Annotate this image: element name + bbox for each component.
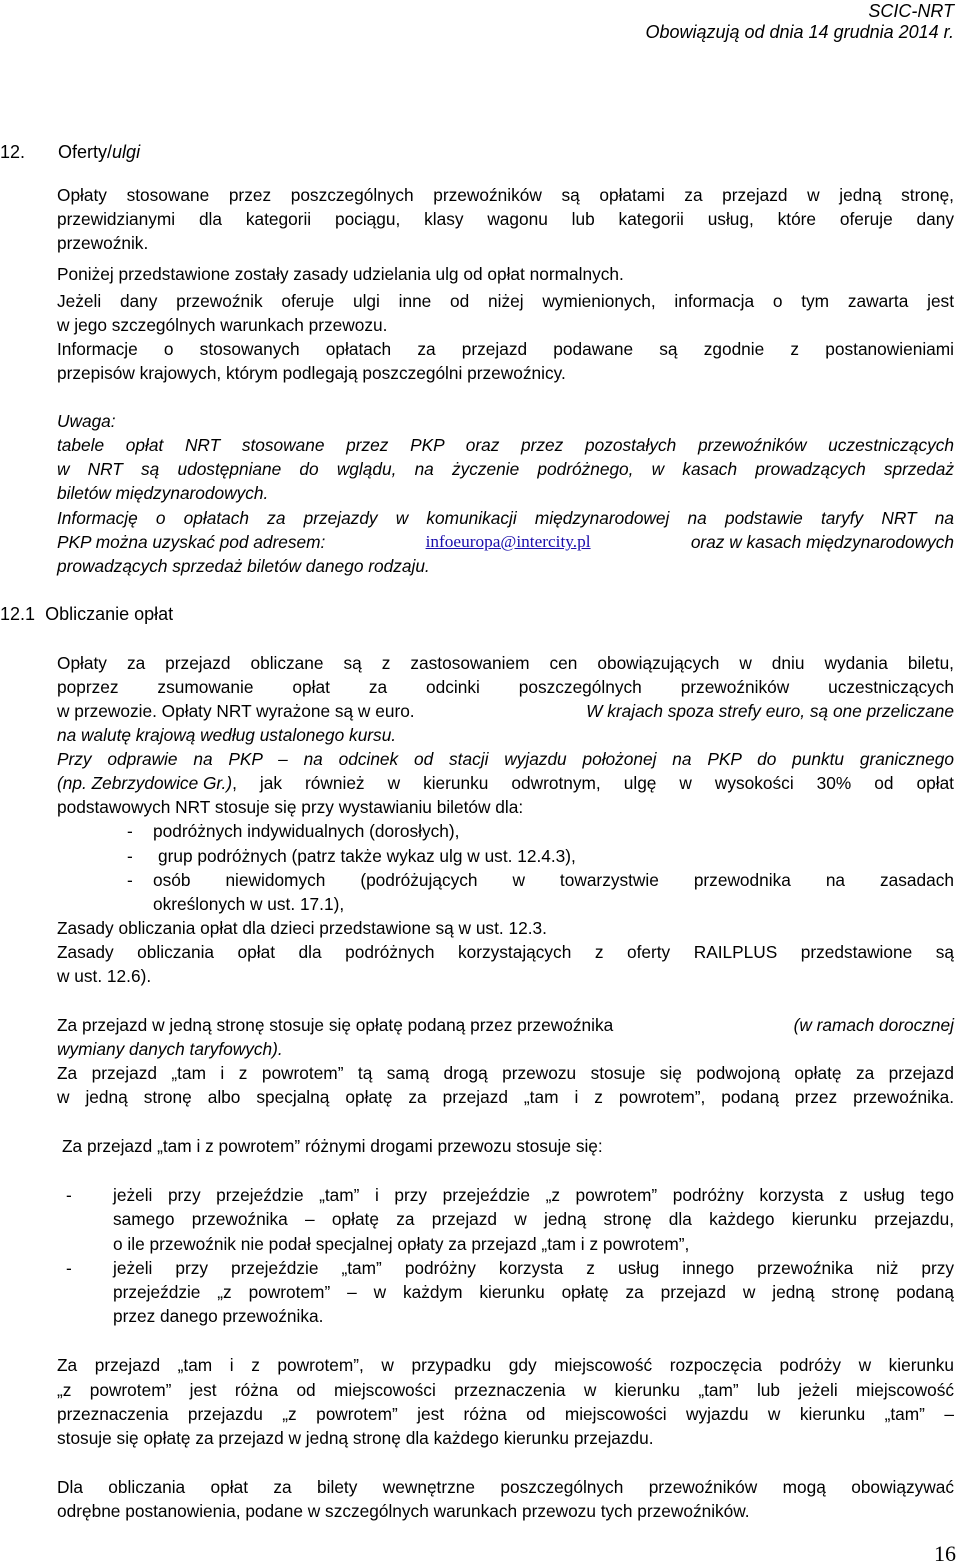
- note-contact-line: [57, 531, 954, 553]
- bullet-dash: -: [127, 846, 133, 866]
- section-heading: [0, 141, 140, 163]
- intro-line: w jego szczególnych warunkach przewozu.: [57, 315, 388, 335]
- calc-line-italic: (np. Zebrzydowice Gr.): [57, 773, 233, 793]
- note-line: tabele opłat NRT stosowane przez PKP oraz przez pozostałych przewoźników uczestniczących: [57, 435, 954, 455]
- section-title-italic: ulgi: [112, 142, 141, 162]
- domestic-line: odrębne postanowienia, podane w szczególnych warunkach przewozu tych przewoźników.: [57, 1501, 750, 1521]
- calc-line-regular: , jak również w kierunku odwrotnym, ulgę w wysokości 30% od opłat: [232, 773, 954, 793]
- intro-line: Poniżej przedstawione zostały zasady udzielania ulg od opłat normalnych.: [57, 264, 624, 284]
- intro-line: przepisów krajowych, którym podlegają poszczególni przewoźnicy.: [57, 363, 566, 383]
- places-line: Za przejazd „tam i z powrotem”, w przypadku gdy miejscowość rozpoczęcia podróży w kierunku: [57, 1355, 954, 1375]
- calc-line: Zasady obliczania opłat dla dzieci przedstawione są w ust. 12.3.: [57, 918, 547, 938]
- return-bullet-line: przez danego przewoźnika.: [113, 1306, 324, 1326]
- calc-line: Opłaty za przejazd obliczane są z zastosowaniem cen obowiązujących w dniu wydania biletu,: [57, 653, 954, 673]
- calc-line-italic: W krajach spoza strefy euro, są one przeliczane: [586, 701, 954, 721]
- intro-line: Jeżeli dany przewoźnik oferuje ulgi inne od niżej wymienionych, informacja o tym zawarta jest: [57, 291, 954, 311]
- intro-line: przewidzianymi dla kategorii pociągu, klasy wagonu lub kategorii usług, które oferuje dany: [57, 209, 954, 229]
- calc-line: w ust. 12.6).: [57, 966, 152, 986]
- calc-line: [57, 700, 954, 722]
- places-line: stosuje się opłatę za przejazd w jedną stronę dla każdego kierunku przejazdu.: [57, 1428, 654, 1448]
- section-number: 12.: [0, 142, 26, 162]
- bullet-item: podróżnych indywidualnych (dorosłych),: [153, 821, 460, 841]
- bullet-item: grup podróżnych (patrz także wykaz ulg w ust. 12.4.3),: [158, 846, 576, 866]
- single-line: wymiany danych taryfowych).: [57, 1039, 283, 1059]
- header-effective-date: Obowiązują od dnia 14 grudnia 2014 r.: [645, 22, 954, 42]
- return-bullet-line: przejeździe „z powrotem” – w każdym kierunku opłatę za przejazd w jedną stronę podaną: [113, 1282, 954, 1302]
- header-doc-code: SCIC-NRT: [868, 1, 954, 21]
- subsection-number: 12.1: [0, 604, 36, 624]
- calc-line: poprzez zsumowanie opłat za odcinki poszczególnych przewoźników uczestniczących: [57, 677, 954, 697]
- bullet-dash: -: [127, 870, 133, 890]
- calc-line: [57, 772, 954, 794]
- bullet-item-cont: określonych w ust. 17.1),: [153, 894, 345, 914]
- note-contact-text-2: oraz w kasach międzynarodowych: [690, 532, 954, 552]
- calc-line: podstawowych NRT stosuje się przy wystawianiu biletów dla:: [57, 797, 524, 817]
- intro-line: Opłaty stosowane przez poszczególnych przewoźników są opłatami za przejazd w jedną stronę,: [57, 185, 954, 205]
- note-line: biletów międzynarodowych.: [57, 483, 269, 503]
- calc-line: na walutę krajową według ustalonego kursu.: [57, 725, 397, 745]
- intro-line: przewoźnik.: [57, 233, 149, 253]
- note-label: Uwaga:: [57, 411, 116, 431]
- subsection-heading: [0, 603, 173, 625]
- subsection-title: Obliczanie opłat: [45, 604, 174, 624]
- single-line: [57, 1014, 954, 1036]
- calc-line: Zasady obliczania opłat dla podróżnych korzystających z oferty RAILPLUS przedstawione są: [57, 942, 954, 962]
- note-line: prowadzących sprzedaż biletów danego rodzaju.: [57, 556, 430, 576]
- return-bullet-line: jeżeli przy przejeździe „tam” podróżny korzysta z usług innego przewoźnika niż przy: [113, 1258, 954, 1278]
- single-line: Za przejazd „tam i z powrotem” tą samą drogą przewozu stosuje się podwojoną opłatę za przejazd: [57, 1063, 954, 1083]
- bullet-dash: -: [127, 821, 133, 841]
- email-link[interactable]: infoeuropa@intercity.pl: [425, 532, 591, 551]
- single-line-regular: Za przejazd w jedną stronę stosuje się opłatę podaną przez przewoźnika: [57, 1015, 614, 1035]
- return-bullet-line: samego przewoźnika – opłatę za przejazd w jedną stronę dla każdego kierunku przejazdu,: [113, 1209, 954, 1229]
- bullet-item: osób niewidomych (podróżujących w towarzystwie przewodnika na zasadach: [153, 870, 954, 890]
- single-line: w jedną stronę albo specjalną opłatę za przejazd „tam i z powrotem”, podaną przez przewoźnika.: [57, 1087, 954, 1107]
- note-line: Informację o opłatach za przejazdy w komunikacji międzynarodowej na podstawie taryfy NRT na: [57, 508, 954, 528]
- page-number: 16: [934, 1541, 956, 1566]
- domestic-line: Dla obliczania opłat za bilety wewnętrzne poszczególnych przewoźników mogą obowiązywać: [57, 1477, 954, 1497]
- return-bullet-line: o ile przewoźnik nie podał specjalnej opłaty za przejazd „tam i z powrotem”,: [113, 1234, 690, 1254]
- bullet-dash: -: [66, 1258, 72, 1278]
- calc-line: Przy odprawie na PKP – na odcinek od stacji wyjazdu położonej na PKP do punktu granicznego: [57, 749, 954, 769]
- return-bullet-line: jeżeli przy przejeździe „tam” i przy przejeździe „z powrotem” podróżny korzysta z usług tego: [113, 1185, 954, 1205]
- return-intro: Za przejazd „tam i z powrotem” różnymi drogami przewozu stosuje się:: [62, 1136, 603, 1156]
- section-title: Oferty/: [58, 142, 113, 162]
- places-line: „z powrotem” jest różna od miejscowości przeznaczenia w kierunku „tam” lub jeżeli miejscowość: [57, 1380, 954, 1400]
- note-contact-text: PKP można uzyskać pod adresem:: [57, 532, 326, 552]
- places-line: przeznaczenia przejazdu „z powrotem” jest różna od miejscowości wyjazdu w kierunku „tam” –: [57, 1404, 954, 1424]
- note-line: w NRT są udostępniane do wglądu, na życzenie podróżnego, w kasach prowadzących sprzedaż: [57, 459, 954, 479]
- intro-line: Informacje o stosowanych opłatach za przejazd podawane są zgodnie z postanowieniami: [57, 339, 954, 359]
- single-line-italic: (w ramach dorocznej: [793, 1015, 954, 1035]
- bullet-dash: -: [66, 1185, 72, 1205]
- calc-line-regular: w przewozie. Opłaty NRT wyrażone są w euro.: [57, 701, 415, 721]
